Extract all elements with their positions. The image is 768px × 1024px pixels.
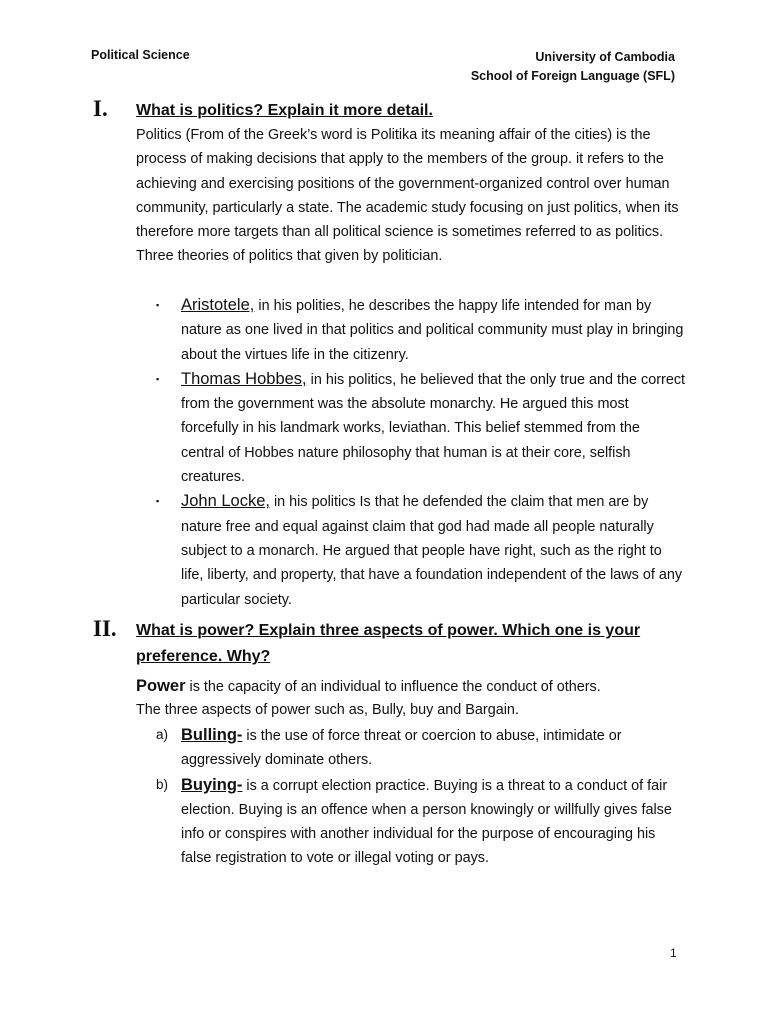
list-item <box>156 293 686 367</box>
power-definition-text: is the capacity of an individual to influence the conduct of others. <box>185 679 601 695</box>
item-text: in his polities, he describes the happy life intended for man by nature as one lived in that politics and political community must play in bringing about the virtues life in the citizenry. <box>181 298 684 363</box>
section-1-title: What is politics? Explain it more detail. <box>136 102 433 119</box>
power-aspects-list <box>156 723 686 871</box>
page-number: 1 <box>670 946 677 960</box>
term-john-locke: John Locke, <box>181 492 270 511</box>
list-item <box>156 773 686 871</box>
section-1-paragraph: Politics (From of the Greek’s word is Politika its meaning affair of the cities) is the process of making decisions that apply to the members of the group. it refers to the achieving and exercising positions of the government-organized control over human community, particularly a state. The academic study focusing on just politics, when its therefore more targets than all political science is sometimes referred to as politics. Three theories of politics that given by politician. <box>136 127 679 265</box>
square-bullet-icon: ▪ <box>156 496 160 507</box>
list-marker: a) <box>156 727 169 742</box>
term-power: Power <box>136 677 186 695</box>
term-aristotele: Aristotele, <box>181 296 255 314</box>
item-text: is a corrupt election practice. Buying is a threat to a conduct of fair election. Buying is an offence when a person knowingly or willfully gives false info or conspires with another individual for the purpose of encouraging his false registration to vote or illegal voting or pays. <box>181 777 672 867</box>
square-bullet-icon: ▪ <box>156 300 160 310</box>
term-thomas-hobbes: Thomas Hobbes, <box>181 369 307 388</box>
item-text: in his politics Is that he defended the claim that men are by nature free and equal against claim that god had made all people naturally subject to a monarch. He argued that people have right, such as the right to life, liberty, and property, that have a foundation independent of the laws of any particular society. <box>181 494 683 608</box>
section-2-number: II. <box>93 616 117 641</box>
section-1-number: I. <box>93 96 108 121</box>
power-aspects-intro: The three aspects of power such as, Bully, buy and Bargain. <box>136 702 519 718</box>
item-text: is the use of force threat or coercion to abuse, intimidate or aggressively dominate others. <box>181 728 622 769</box>
list-item <box>156 723 686 773</box>
power-definition <box>136 674 681 699</box>
list-item <box>156 367 686 489</box>
list-item <box>156 489 686 611</box>
politician-theories-list <box>156 293 686 612</box>
item-text: in his politics, he believed that the only true and the correct from the government was the absolute monarchy. He argued this most forcefully in his landmark works, leviathan. This belief stemmed from the central of Hobbes nature philosophy that human is at their core, selfish creatures. <box>181 371 686 486</box>
term-bulling: Bulling- <box>181 726 243 744</box>
section-2-title: What is power? Explain three aspects of power. Which one is your preference. Why? <box>136 622 641 665</box>
list-marker: b) <box>156 776 169 792</box>
header-institution <box>471 48 675 86</box>
term-buying: Buying- <box>181 775 243 794</box>
header-course-title: Political Science <box>91 48 190 62</box>
header-university: University of Cambodia <box>535 50 675 64</box>
square-bullet-icon: ▪ <box>156 373 160 384</box>
header-school: School of Foreign Language (SFL) <box>470 69 675 83</box>
